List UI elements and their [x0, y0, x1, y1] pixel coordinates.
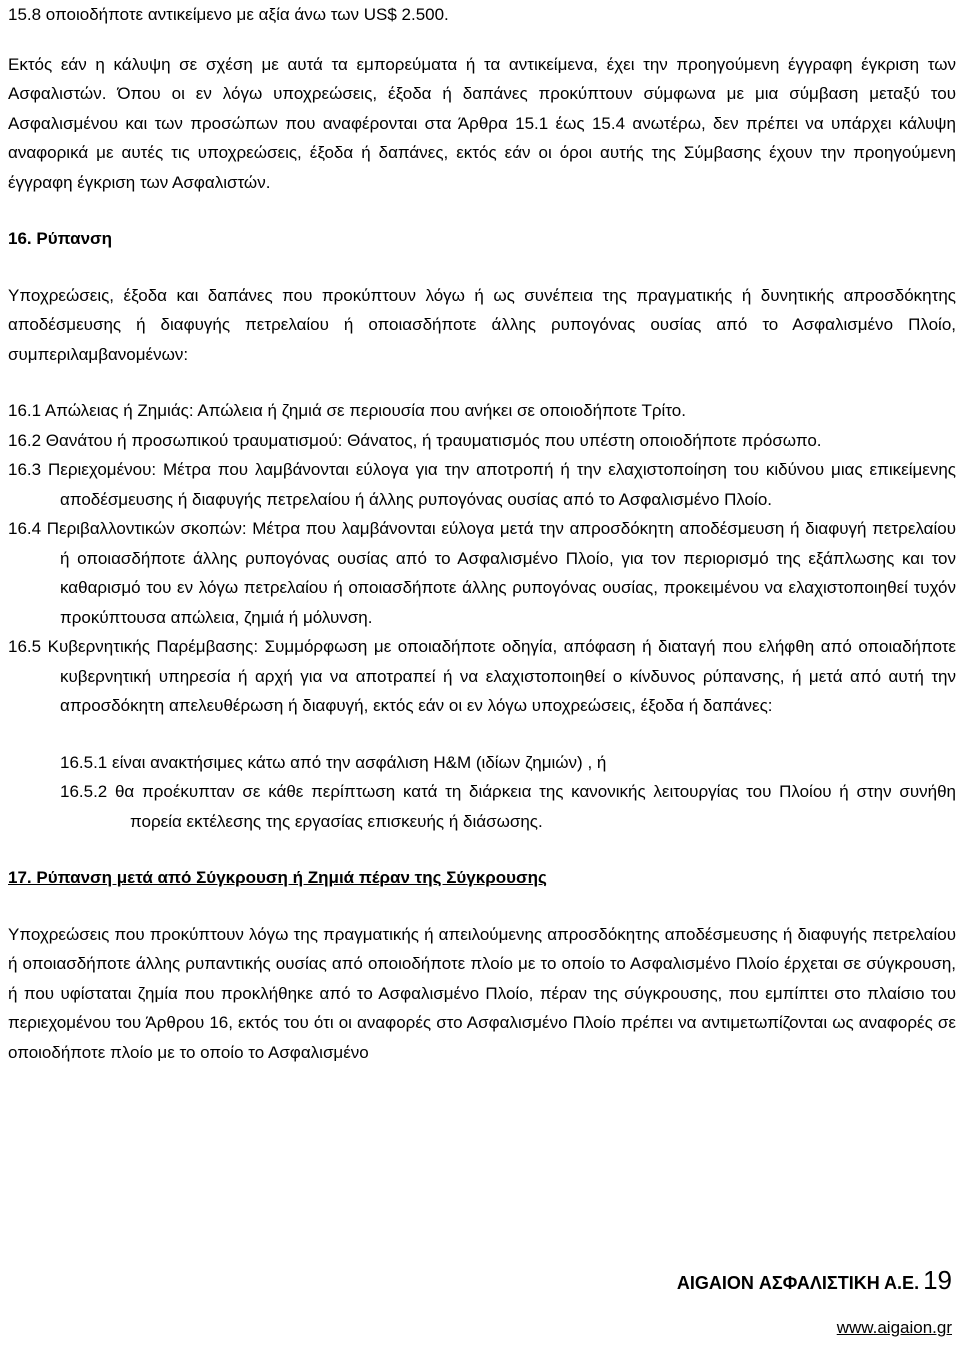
page-number: 19: [923, 1265, 952, 1295]
footer-company-name: AIGAION ΑΣΦΑΛΙΣΤΙΚΗ Α.Ε.: [676, 1273, 920, 1293]
section-17-heading: 17. Ρύπανση μετά από Σύγκρουση ή Ζημιά πέραν της Σύγκρουσης: [8, 868, 547, 887]
section-17-body: Υποχρεώσεις που προκύπτουν λόγω της πραγματικής ή απειλούμενης απροσδόκητης αποδέσμευσης ή διαφυγής πετρελαίου ή οποιασδήποτε άλλης ρυπαντικής ουσίας από οποιοδήποτε πλοίο με το οποίο το Ασφαλισμένο Πλοίο έρχεται σε σύγκρουση, ή που υφίσταται ζημία που προκλήθηκε από το Ασφαλισμένο Πλοίο, πέραν της σύγκρουσης, που εμπίπτει στο πλαίσιο του περιεχομένου του Άρθρου 16, εκτός του ότι οι αναφορές στο Ασφαλισμένο Πλοίο πρέπει να αντιμετωπίζονται ως αναφορές σε οποιοδήποτε πλοίο με το οποίο το Ασφαλισμένο: [8, 924, 956, 1062]
clause-16-5-1: 16.5.1 είναι ανακτήσιμες κάτω από την ασφάλιση H&M (ιδίων ζημιών) , ή: [60, 752, 607, 772]
clause-15-paragraph: Εκτός εάν η κάλυψη σε σχέση με αυτά τα εμπορεύματα ή τα αντικείμενα, έχει την προηγούμενη έγγραφη έγκριση των Ασφαλιστών. Όπου οι εν λόγω υποχρεώσεις, έξοδα ή δαπάνες προκύπτουν σύμφωνα με μια σύμβαση μεταξύ του Ασφαλισμένου και των προσώπων που αναφέρονται στα Άρθρα 15.1 έως 15.4 ανωτέρω, δεν πρέπει να υπάρχει κάλυψη αναφορικά με αυτές τις υποχρεώσεις, έξοδα ή δαπάνες, εκτός εάν οι όροι αυτής της Σύμβασης έχουν την προηγούμενη έγγραφη έγκριση των Ασφαλιστών.: [8, 54, 956, 192]
clause-16-3: 16.3 Περιεχομένου: Μέτρα που λαμβάνονται εύλογα για την αποτροπή ή την ελαχιστοποίηση του κιδύνου μιας επικείμενης αποδέσμευσης ή διαφυγής πετρελαίου ή άλλης ρυπογόνας ουσίας από το Ασφαλισμένο Πλοίο.: [8, 460, 956, 509]
clause-16-5: 16.5 Κυβερνητικής Παρέμβασης: Συμμόρφωση με οποιαδήποτε οδηγία, απόφαση ή διαταγή που ελήφθη από οποιαδήποτε κυβερνητική υπηρεσία ή αρχή για να αποτραπεί ή να ελαχιστοποιηθεί ο κίνδυνος ρύπανσης, ή μετά από αυτή την απροσδόκητη απελευθέρωση ή διαφυγή, εκτός εάν οι εν λόγω υποχρεώσεις, έξοδα ή δαπάνες:: [8, 637, 956, 715]
clause-16-4: 16.4 Περιβαλλοντικών σκοπών: Μέτρα που λαμβάνονται εύλογα μετά την απροσδόκητη αποδέσμευση ή διαφυγή πετρελαίου ή οποιασδήποτε άλλης ρυπογόνας ουσίας από το Ασφαλισμένο Πλοίο, για τον περιορισμό της εξάπλωσης και τον καθαρισμό του εν λόγω πετρελαίου ή οποιασδήποτε άλλης ρυπογόνας ουσίας, προκειμένου να ελαχιστοποιηθεί τυχόν προκύπτουσα απώλεια, ζημιά ή μόλυνση.: [8, 519, 956, 627]
section-16-heading: 16. Ρύπανση: [8, 229, 113, 248]
clause-16-5-2: 16.5.2 θα προέκυπταν σε κάθε περίπτωση κατά τη διάρκεια της κανονικής λειτουργίας του Πλοίου ή στην συνήθη πορεία εκτέλεσης της εργασίας επισκευής ή διάσωσης.: [60, 782, 956, 831]
document-page: [8, 0, 956, 1067]
clause-15-8: 15.8 οποιοδήποτε αντικείμενο με αξία άνω των US$ 2.500.: [8, 5, 449, 24]
website-link[interactable]: www.aigaion.gr: [836, 1318, 952, 1337]
page-footer: [677, 1262, 952, 1339]
section-16-intro: Υποχρεώσεις, έξοδα και δαπάνες που προκύπτουν λόγω ή ως συνέπεια της πραγματικής ή δυνητικής απροσδόκητης αποδέσμευσης ή διαφυγής πετρελαίου ή οποιασδήποτε άλλης ρυπογόνας ουσίας από το Ασφαλισμένο Πλοίο, συμπεριλαμβανομένων:: [8, 285, 956, 364]
clause-16-1: 16.1 Απώλειας ή Ζημιάς: Απώλεια ή ζημιά σε περιουσία που ανήκει σε οποιοδήποτε Τρίτο.: [8, 401, 686, 420]
footer-company-line: [677, 1262, 952, 1301]
clause-16-2: 16.2 Θανάτου ή προσωπικού τραυματισμού: Θάνατος, ή τραυματισμός που υπέστη οποιοδήποτε πρόσωπο.: [8, 430, 822, 450]
